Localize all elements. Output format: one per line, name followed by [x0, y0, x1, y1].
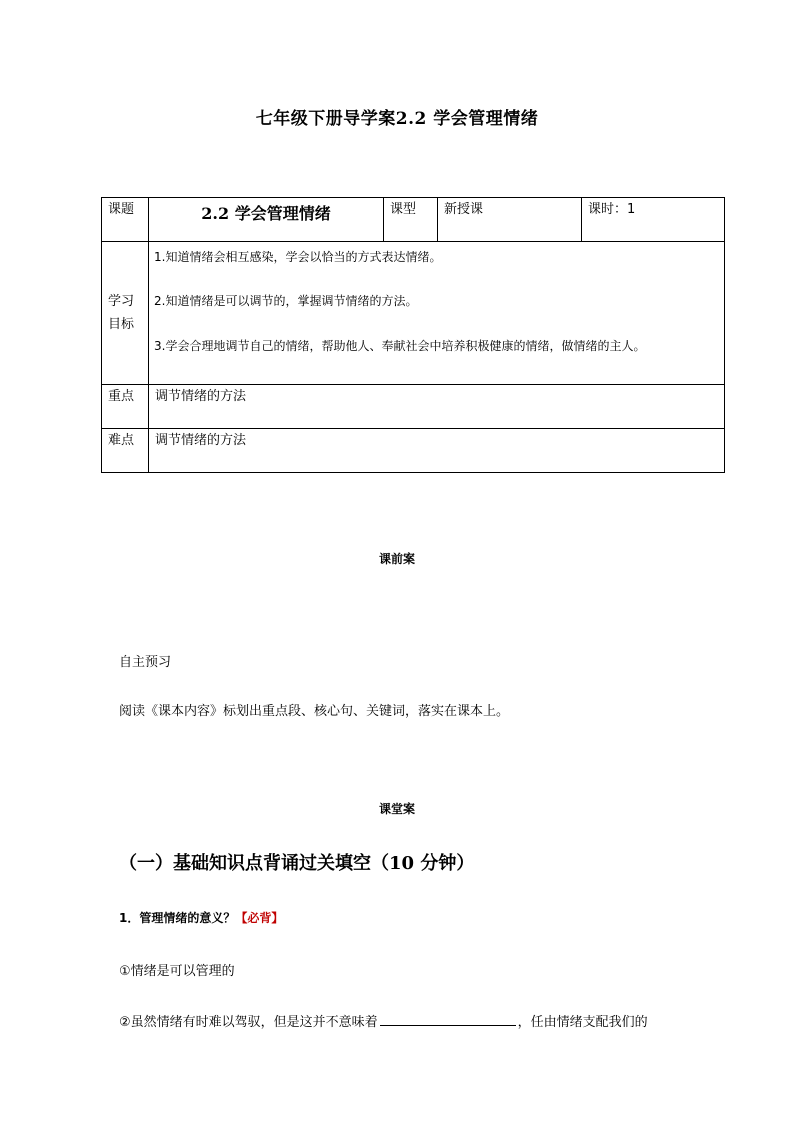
topic-label: 课题 — [102, 198, 149, 242]
table-row — [102, 429, 725, 473]
question-1-label: 1．管理情绪的意义？ — [119, 911, 236, 925]
fill-blank[interactable] — [380, 1011, 516, 1026]
in-class-heading: 课堂案 — [378, 802, 415, 816]
point-1: ①情绪是可以管理的 — [119, 964, 235, 979]
lesson-name: 2.2 学会管理情绪 — [149, 198, 384, 242]
self-study-subheading: 自主预习 — [119, 655, 172, 670]
table-row — [102, 385, 725, 429]
point-2 — [119, 1011, 648, 1030]
goal-item: 1.知道情绪会相互感染，学会以恰当的方式表达情绪。 — [154, 250, 442, 264]
question-1 — [119, 909, 283, 926]
goals-label: 学习目标 — [102, 242, 149, 385]
section-title: （一）基础知识点背诵过关填空（10 分钟） — [119, 853, 475, 874]
table-row — [102, 198, 725, 242]
self-study-instruction: 阅读《课本内容》标划出重点段、核心句、关键词，落实在课本上。 — [119, 704, 510, 719]
goal-item: 2.知道情绪是可以调节的，掌握调节情绪的方法。 — [154, 294, 418, 309]
period-value: 课时：1 — [582, 198, 725, 242]
difficult-value: 调节情绪的方法 — [149, 429, 725, 473]
point-2-after: ，任由情绪支配我们的 — [517, 1015, 648, 1030]
must-memorize-tag: 【必背】 — [235, 911, 284, 925]
goals-cell — [149, 242, 725, 385]
type-label: 课型 — [384, 198, 438, 242]
pre-class-heading: 课前案 — [378, 552, 415, 566]
key-label: 重点 — [102, 385, 149, 429]
lesson-info-table — [101, 197, 725, 473]
difficult-label: 难点 — [102, 429, 149, 473]
goal-item: 3.学会合理地调节自己的情绪，帮助他人、奉献社会中培养积极健康的情绪，做情绪的主人。 — [154, 338, 646, 353]
type-value: 新授课 — [438, 198, 582, 242]
key-value: 调节情绪的方法 — [149, 385, 725, 429]
table-row — [102, 242, 725, 385]
page-title: 七年级下册导学案2.2 学会管理情绪 — [255, 109, 539, 129]
point-2-before: ②虽然情绪有时难以驾驭，但是这并不意味着 — [119, 1015, 378, 1030]
